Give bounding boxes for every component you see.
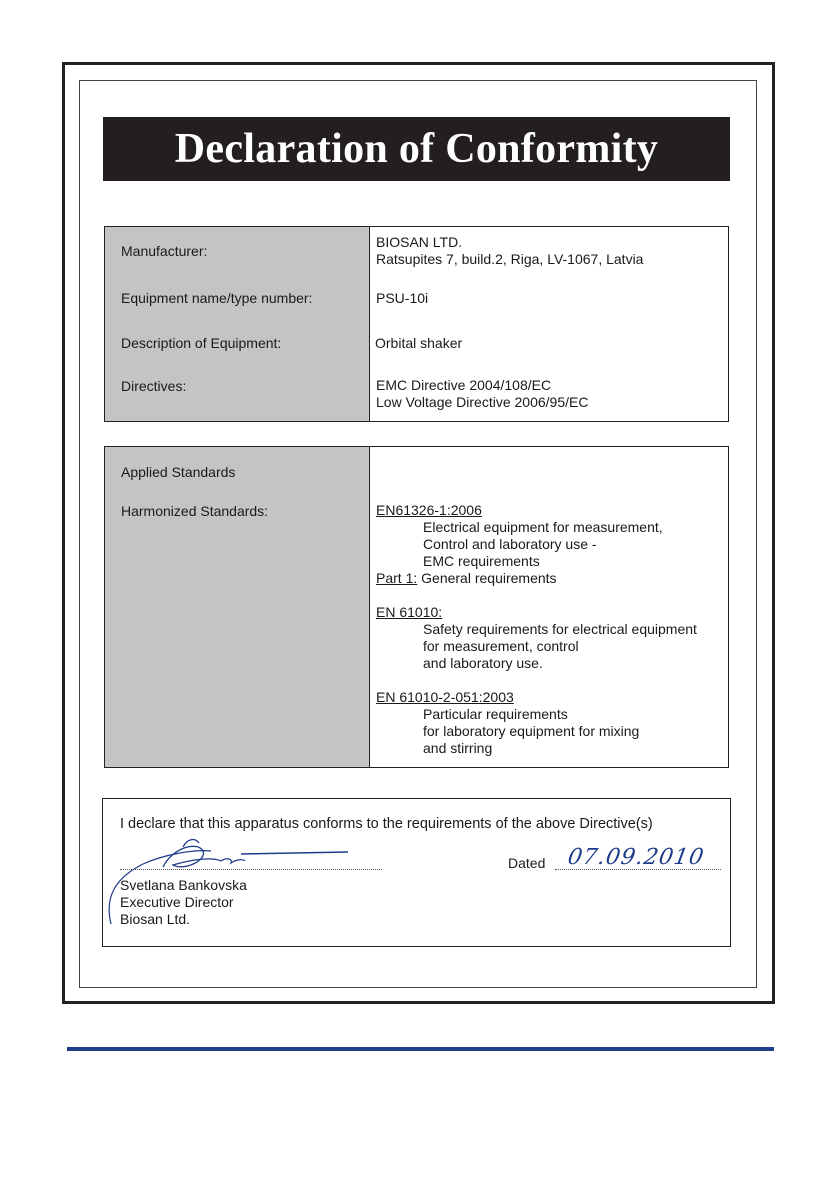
handwritten-date: 07.09.2010 — [565, 845, 707, 870]
description-value: Orbital shaker — [375, 335, 463, 351]
standard-3-line-1: Particular requirements — [423, 706, 568, 722]
standard-2-line-2: for measurement, control — [423, 638, 579, 654]
dated-label: Dated — [508, 855, 546, 871]
signer-title: Executive Director — [120, 894, 234, 910]
standards-list — [376, 502, 697, 757]
directive-2: Low Voltage Directive 2006/95/EC — [376, 394, 589, 410]
date-line — [555, 869, 721, 870]
standard-1-part — [376, 570, 697, 587]
standard-3-line-2: for laboratory equipment for mixing — [423, 723, 640, 739]
standard-1-part-label: Part 1: — [376, 570, 418, 586]
declaration-statement: I declare that this apparatus conforms to the requirements of the above Directive(s) — [120, 816, 653, 832]
signature-line — [120, 869, 382, 870]
standard-3-line-3: and stirring — [423, 740, 493, 756]
standard-code-1: EN61326-1:2006 — [376, 502, 482, 518]
harmonized-standards-label: Harmonized Standards: — [121, 503, 269, 519]
standard-1-part-text: General requirements — [417, 570, 557, 586]
page-title: Declaration of Conformity — [103, 117, 730, 181]
standard-2-line-1: Safety requirements for electrical equipment — [423, 621, 697, 637]
equipment-label: Equipment name/type number: — [121, 290, 313, 306]
footer-rule — [67, 1047, 774, 1051]
manufacturer-name: BIOSAN LTD. — [376, 234, 463, 250]
info-table — [104, 226, 729, 422]
standard-code-2: EN 61010: — [376, 604, 443, 620]
applied-standards-label: Applied Standards — [121, 464, 236, 480]
signer-name: Svetlana Bankovska — [120, 877, 247, 893]
manufacturer-label: Manufacturer: — [121, 243, 208, 259]
standard-2-line-3: and laboratory use. — [423, 655, 543, 671]
standard-code-3: EN 61010-2-051:2003 — [376, 689, 514, 705]
standards-label-column — [105, 447, 370, 767]
directives-label: Directives: — [121, 378, 187, 394]
standard-1-line-3: EMC requirements — [423, 553, 540, 569]
directive-1: EMC Directive 2004/108/EC — [376, 377, 552, 393]
signer-company: Biosan Ltd. — [120, 911, 191, 927]
declaration-box — [102, 798, 731, 947]
standard-1-line-2: Control and laboratory use - — [423, 536, 597, 552]
description-label: Description of Equipment: — [121, 335, 282, 351]
standard-1-line-1: Electrical equipment for measurement, — [423, 519, 663, 535]
manufacturer-address: Ratsupites 7, build.2, Riga, LV-1067, Latvia — [376, 251, 644, 267]
equipment-value: PSU-10i — [376, 290, 429, 306]
standards-table — [104, 446, 729, 768]
